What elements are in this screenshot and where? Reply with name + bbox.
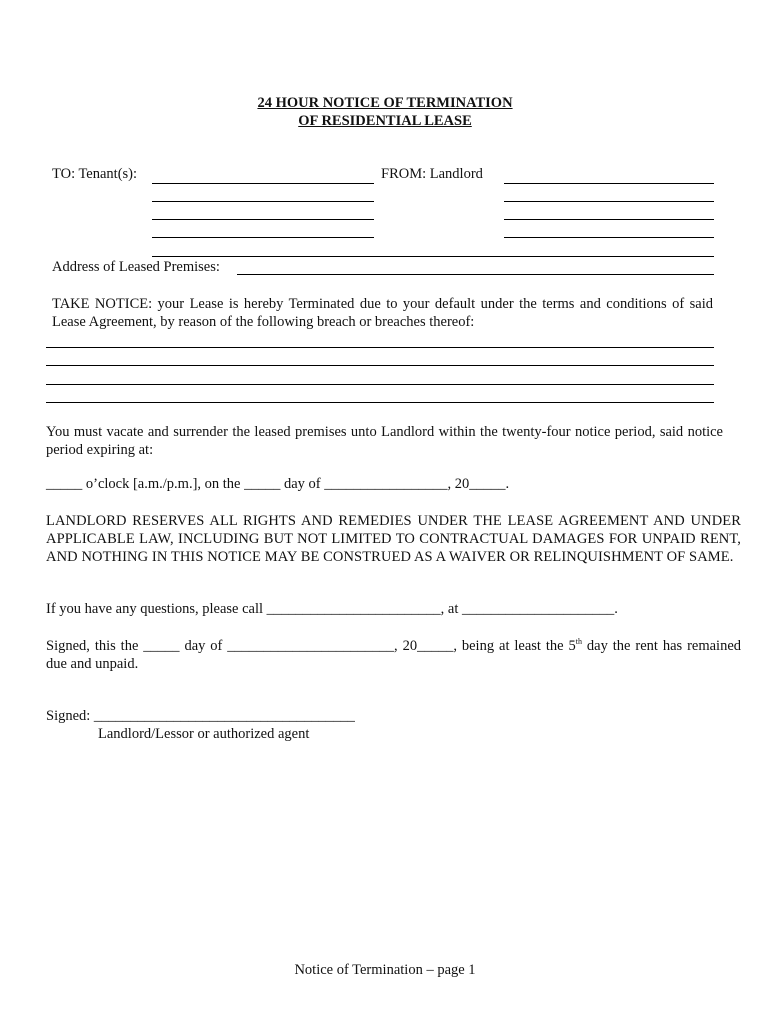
landlord-reserves-paragraph: LANDLORD RESERVES ALL RIGHTS AND REMEDIES UNDER THE LEASE AGREEMENT AND UNDER APPLICABLE LAW, INCLUDING BUT NOT LIMITED TO CONTRACTUAL DAMAGES FOR UNPAID RENT, AND NOTHING IN THIS NOTICE MAY BE CONSTRUED AS A WAIVER OR RELINQUISHMENT OF SAME. (46, 513, 741, 565)
signed-day-text-end: day the rent has remained due and unpaid. (46, 638, 742, 672)
tenant-name-line-4[interactable] (152, 237, 374, 238)
signed-day-paragraph (46, 637, 741, 673)
questions-line: If you have any questions, please call ________________________, at _____________________. (46, 601, 618, 617)
vacate-paragraph: You must vacate and surrender the leased premises unto Landlord within the twenty-four notice period, said notice period expiring at: (46, 424, 723, 458)
breach-line-3[interactable] (46, 384, 714, 385)
address-label: Address of Leased Premises: (52, 259, 220, 275)
expiration-time-line: _____ o’clock [a.m./p.m.], on the _____ day of _________________, 20_____. (46, 476, 510, 492)
breach-line-4[interactable] (46, 402, 714, 403)
address-extra-line[interactable] (152, 256, 714, 257)
address-field-line[interactable] (237, 274, 714, 275)
from-landlord-label: FROM: Landlord (381, 166, 483, 182)
tenant-name-line-3[interactable] (152, 219, 374, 220)
page-footer: Notice of Termination – page 1 (294, 962, 476, 978)
take-notice-paragraph: TAKE NOTICE: your Lease is hereby Terminated due to your default under the terms and conditions of said Lease Agreement, by reason of the following breach or breaches thereof: (52, 296, 713, 330)
tenant-name-line-2[interactable] (152, 201, 374, 202)
landlord-name-line-1[interactable] (504, 183, 714, 184)
ordinal-suffix: th (575, 637, 582, 646)
tenant-name-line-1[interactable] (152, 183, 374, 184)
landlord-name-line-3[interactable] (504, 219, 714, 220)
breach-line-2[interactable] (46, 365, 714, 366)
document-title-line-2: OF RESIDENTIAL LEASE (298, 113, 472, 129)
signature-line: Signed: ____________________________________ (46, 708, 355, 724)
to-tenant-label: TO: Tenant(s): (52, 166, 138, 182)
signed-day-text-start: Signed, this the _____ day of _______________________, 20_____, being at least the 5 (46, 638, 576, 654)
breach-line-1[interactable] (46, 347, 714, 348)
landlord-name-line-2[interactable] (504, 201, 714, 202)
signer-caption: Landlord/Lessor or authorized agent (98, 726, 310, 742)
document-title-line-1: 24 HOUR NOTICE OF TERMINATION (257, 95, 513, 111)
landlord-name-line-4[interactable] (504, 237, 714, 238)
